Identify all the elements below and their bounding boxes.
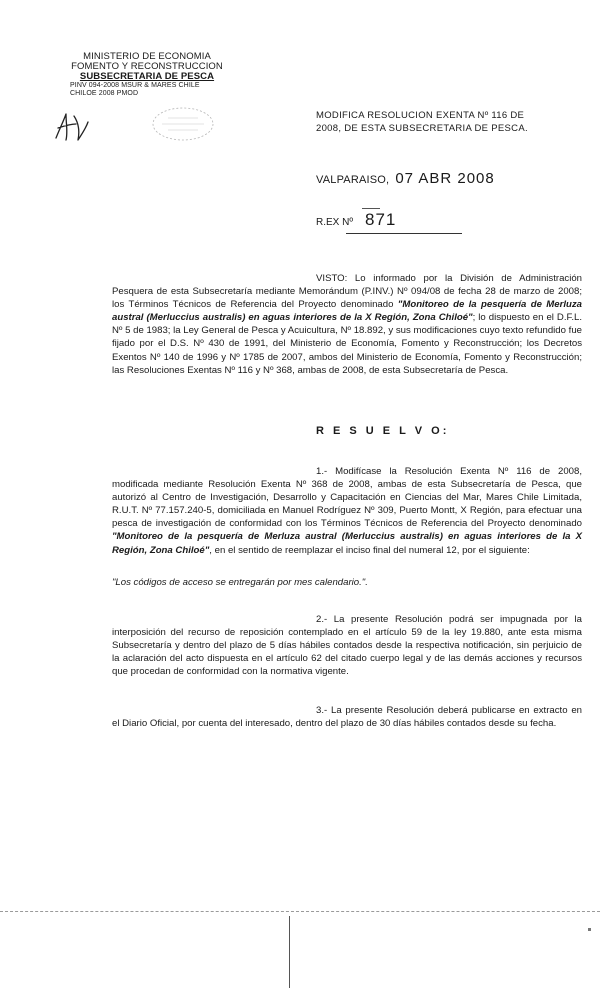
article-1-text: 1.- Modifícase la Resolución Exenta Nº 116 de 2008, modificada mediante Resolución Exenta Nº 368 de 2008, ambas de esta Subsecretaría de Pesca, que autorizó al Centro de Investigación, Desarrollo y Capacitación en Ciencias del Mar, Mares Chile Limitada, R.U.T. Nº 77.157.240-5, domiciliada en Manuel Rodríguez Nº 309, Puerto Montt, X Región, para efectuar una pesca de investigación de conformidad con los Términos Técnicos de Referencia del Proyecto denominado (112, 466, 582, 530)
resolution-number: 871 (365, 210, 397, 229)
title-line-1: MODIFICA RESOLUCION EXENTA Nº 116 DE (316, 110, 525, 121)
scan-dot-mark (588, 928, 591, 931)
ministry-letterhead (52, 52, 242, 98)
resuelvo-heading: R E S U E L V O: (316, 425, 450, 437)
resolution-number-block (316, 210, 396, 230)
resolution-article-1 (112, 465, 582, 557)
letterhead-line-project: CHILOE 2008 PMOD (70, 90, 139, 97)
article-1-project-name: "Monitoreo de la pesquería de Merluza austral (Merluccius australis) en aguas interiores de la X Región, Zona Chiloé" (112, 531, 582, 556)
faint-office-stamp (148, 104, 218, 144)
letterhead-line-reference: PINV 094-2008 MSUR & MARES CHILE (70, 82, 200, 89)
resolution-number-underline (346, 233, 462, 234)
title-line-2: 2008, DE ESTA SUBSECRETARIA DE PESCA. (316, 123, 528, 134)
visto-text-2: ; lo dispuesto en el D.F.L. Nº 5 de 1983; la Ley General de Pesca y Acuicultura, Nº 18.892, y sus modificaciones cuyo texto refundido fue fijado por el D.S. Nº 430 de 1991, del Ministerio de Economía, Fomento y Reconstrucción; los Decretos Exentos Nº 140 de 1996 y Nº 1785 de 2007, ambos del Ministerio de Economía, Fomento y Reconstrucción; las Resoluciones Exentas Nº 116 y Nº 368, ambas de 2008, de esta Subsecretaría de Pesca. (112, 312, 582, 376)
handwritten-initials-signature (52, 110, 92, 144)
place-date (316, 170, 495, 187)
letterhead-line-fomento: FOMENTO Y RECONSTRUCCION (71, 61, 223, 72)
visto-paragraph (112, 272, 582, 377)
place-label: VALPARAISO, (316, 174, 390, 186)
resolution-article-3 (112, 704, 582, 730)
date-stamp: 07 ABR 2008 (395, 170, 495, 187)
article-1-tail: , en el sentido de reemplazar el inciso final del numeral 12, por el siguiente: (209, 544, 530, 556)
visto-lead: VISTO: (316, 273, 348, 284)
replacement-clause: "Los códigos de acceso se entregarán por mes calendario.". (112, 577, 368, 588)
visto-project-name: "Monitoreo de la pesquería de Merluza austral (Merluccius australis) en aguas interiores de la X Región, Zona Chiloé" (112, 299, 582, 324)
page-fold-line (0, 911, 600, 913)
letterhead-line-subsecretaria: SUBSECRETARIA DE PESCA (79, 71, 215, 82)
number-dash (362, 208, 380, 209)
visto-text-1: Lo informado por la División de Administración Pesquera de esta Subsecretaría mediante Memorándum (P.INV.) Nº 094/08 de fecha 28 de marzo de 2008; los Términos Técnicos de Referencia del Proyecto denominado (112, 273, 582, 311)
article-2-text: 2.- La presente Resolución podrá ser impugnada por la interposición del recurso de reposición contemplado en el artículo 59 de la ley 19.880, ante esta misma Subsecretaría y dentro del plazo de 5 días hábiles contados desde la respectiva notificación, sin perjuicio de la aclaración del acto dispuesta en el artículo 62 del citado cuerpo legal y de las demás acciones y recursos que procedan de conformidad con la normativa vigente. (112, 614, 582, 678)
scan-vertical-mark (289, 916, 290, 988)
article-3-text: 3.- La presente Resolución deberá publicarse en extracto en el Diario Oficial, por cuenta del interesado, dentro del plazo de 30 días hábiles contados desde su fecha. (112, 705, 582, 730)
resolution-number-label: R.EX Nº (316, 217, 353, 228)
resolution-article-2 (112, 613, 582, 678)
document-title (316, 109, 561, 135)
letterhead-line-ministry: MINISTERIO DE ECONOMIA (83, 51, 211, 62)
